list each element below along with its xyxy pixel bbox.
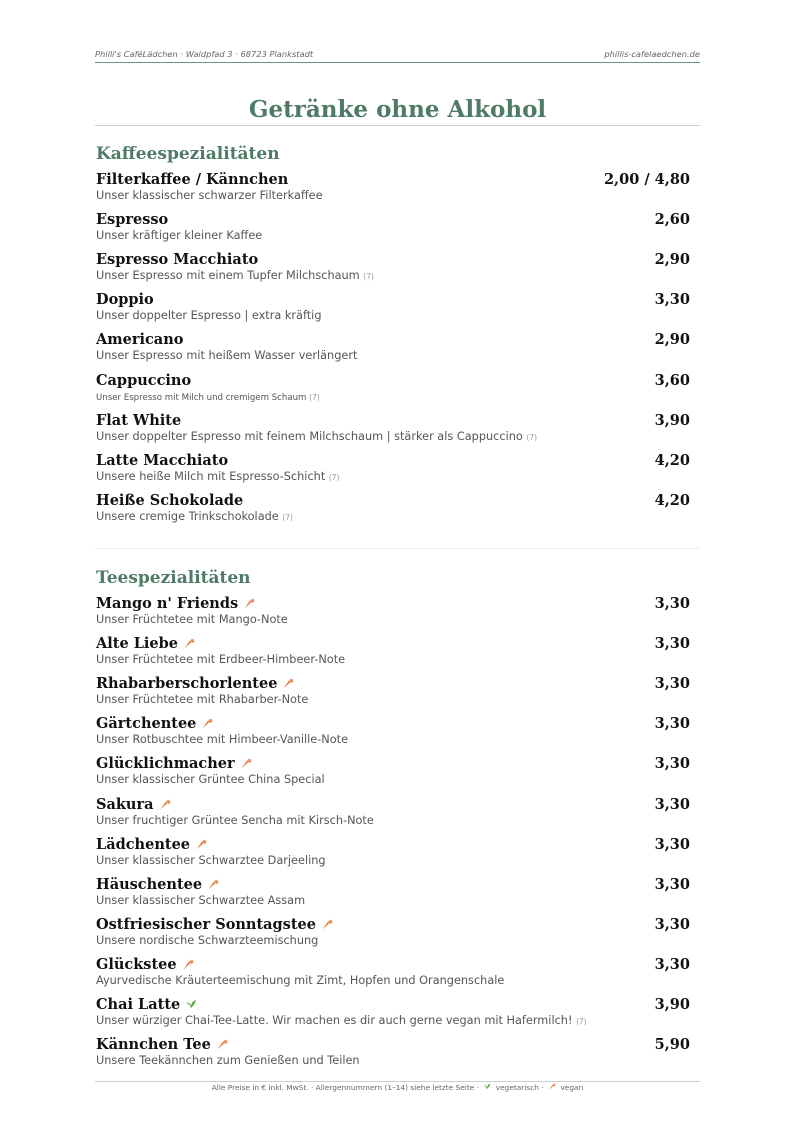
menu-item [96,291,690,329]
item-price: 4,20 [654,491,690,509]
item-description-text: Unser Espresso mit heißem Wasser verlängert [96,349,358,363]
menu-item [96,715,690,753]
item-name-text: Rhabarberschorlentee [96,675,278,693]
item-name-text: Filterkaffee / Kännchen [96,171,289,188]
item-description [96,349,357,363]
item-name-text: Mango n' Friends [96,595,239,612]
item-name-text: Lädchentee [96,835,191,853]
item-name [96,796,171,816]
item-description-text: Unsere nordische Schwarzteemischung [96,933,319,947]
item-name [96,836,207,856]
item-price: 2,00 / 4,80 [603,171,690,188]
allergen-note: (7) [309,392,320,402]
item-description [96,470,339,485]
section-divider [95,548,700,549]
item-description [96,430,537,445]
item-price: 5,90 [654,1036,690,1054]
menu-item [96,412,690,450]
item-price: 3,30 [654,875,690,893]
menu-item [96,372,690,410]
item-description-text: Unsere Teekännchen zum Genießen und Teilen [96,1054,360,1068]
item-name-text: Latte Macchiato [96,451,229,469]
page-title: Getränke ohne Alkohol [248,96,547,123]
item-name-text: Kännchen Tee [96,1036,211,1054]
item-name-text: Doppio [96,291,154,309]
item-description-text: Unser Früchtetee mit Mango-Note [96,613,288,626]
item-description [96,613,288,627]
item-name-text: Americano [96,331,184,349]
item-name [96,996,197,1016]
item-price: 3,90 [654,411,690,429]
item-name [96,412,181,430]
vegetarian-leaf-icon [483,1083,491,1094]
item-description [96,894,305,908]
allergen-note: (7) [363,272,374,282]
item-name [96,755,252,775]
item-description [96,510,293,525]
vegan-carrot-icon [321,918,333,936]
item-name-text: Espresso [96,211,169,229]
item-description-text: Unser Früchtetee mit Rhabarber-Note [96,693,309,707]
item-name [96,876,219,896]
item-description [96,854,326,868]
footer-vegan-label: vegan [560,1083,584,1092]
page-footer [95,1083,700,1094]
item-description [96,693,308,707]
item-name [96,492,243,510]
item-price: 3,30 [654,915,690,933]
footer-separator: · [541,1083,544,1092]
item-name [96,635,195,655]
item-description [96,269,374,284]
item-name-text: Sakura [96,795,154,813]
footer-note: Alle Preise in € inkl. MwSt. · Allergennummern (1–14) siehe letzte Seite · [211,1083,479,1092]
item-price: 3,90 [654,996,690,1013]
item-description [96,653,345,667]
item-description [96,773,325,787]
item-name-text: Ostfriesischer Sonntagstee [96,915,316,933]
item-description [96,229,262,243]
item-description-text: Unser kräftiger kleiner Kaffee [96,229,263,243]
item-name [96,331,183,349]
item-price: 3,30 [654,835,690,853]
menu-item [96,916,690,954]
item-price: 4,20 [654,451,690,469]
section-title-coffee: Kaffeespezialitäten [96,144,280,164]
item-price: 3,30 [654,595,690,612]
item-name [96,452,228,470]
item-description-text: Unser doppelter Espresso mit feinem Milchschaum | stärker als Cappuccino [96,429,523,443]
allergen-note: (7) [328,472,340,482]
menu-item [96,595,690,633]
item-name-text: Gärtchentee [96,715,197,733]
item-description-text: Unser klassischer Schwarztee Darjeeling [96,853,326,867]
item-description-text: Unser Espresso mit Milch und cremigem Schaum [96,392,307,403]
page-header [95,49,700,63]
menu-item [96,251,690,289]
item-price: 3,30 [654,675,690,693]
menu-item [96,956,690,994]
item-name [96,291,154,309]
footer-divider [95,1081,700,1082]
item-description-text: Unser würziger Chai-Tee-Latte. Wir machen es dir auch gerne vegan mit Hafermilch! [96,1014,573,1027]
item-description-text: Unser klassischer Schwarztee Assam [96,893,306,907]
item-price: 3,60 [654,371,690,389]
footer-vegetarian-label: vegetarisch [495,1083,539,1092]
header-website: phillis-cafelaedchen.de [604,49,700,59]
item-name-text: Häuschentee [96,875,203,893]
item-price: 3,30 [654,715,690,733]
item-description [96,391,320,405]
item-name [96,251,258,269]
item-price: 2,90 [654,251,690,269]
item-description-text: Unsere cremige Trinkschokolade [96,509,279,523]
item-name-text: Glückstee [96,955,177,973]
menu-item [96,492,690,530]
item-price: 2,90 [654,331,690,349]
menu-item [96,171,690,209]
menu-item [96,452,690,490]
item-price: 3,30 [654,755,690,773]
menu-item [96,1036,690,1074]
item-price: 3,30 [654,795,690,813]
item-name [96,916,333,936]
item-description [96,1014,587,1029]
item-name [96,956,194,976]
item-price: 3,30 [654,291,690,309]
menu-item [96,796,690,834]
item-name-text: Espresso Macchiato [96,251,259,269]
menu-item [96,675,690,713]
item-description [96,733,348,747]
item-name-text: Cappuccino [96,371,192,389]
allergen-note: (7) [526,432,538,442]
item-description-text: Unser doppelter Espresso | extra kräftig [96,309,322,323]
allergen-note: (7) [576,1017,587,1026]
menu-item [96,876,690,914]
item-description [96,974,504,988]
item-description [96,309,322,323]
menu-item [96,211,690,249]
item-description-text: Unser Früchtetee mit Erdbeer-Himbeer-Note [96,653,346,667]
header-address: Philli's CaféLädchen · Waldpfad 3 · 68723 Plankstadt [95,49,314,59]
item-name [96,372,191,390]
item-name-text: Flat White [96,411,182,429]
item-description [96,934,318,948]
item-name [96,675,294,695]
allergen-note: (7) [282,512,293,522]
title-divider [95,125,700,126]
item-name-text: Glücklichmacher [96,755,235,773]
item-name [96,171,288,189]
menu-item [96,635,690,673]
item-name-text: Heiße Schokolade [96,491,244,509]
section-title-tea: Teespezialitäten [96,568,251,588]
item-description-text: Unsere heiße Milch mit Espresso-Schicht [96,469,326,483]
menu-item [96,331,690,369]
menu-item [96,836,690,874]
item-description-text: Unser klassischer Grüntee China Special [96,773,325,787]
item-name [96,595,255,615]
item-description-text: Ayurvedische Kräuterteemischung mit Zimt, Hopfen und Orangenschale [96,973,505,987]
menu-item [96,755,690,793]
item-price: 3,30 [654,635,690,653]
item-description [96,189,323,203]
item-name [96,1036,228,1056]
item-description-text: Unser Espresso mit einem Tupfer Milchschaum [96,269,360,283]
item-description [96,814,374,828]
item-price: 2,60 [654,211,690,229]
item-name [96,715,213,735]
item-name-text: Chai Latte [96,996,181,1013]
item-name-text: Alte Liebe [96,635,179,653]
item-price: 3,30 [654,955,690,973]
vegan-carrot-icon [548,1083,556,1094]
menu-item [96,996,690,1034]
item-description-text: Unser fruchtiger Grüntee Sencha mit Kirsch-Note [96,813,374,827]
item-description-text: Unser klassischer schwarzer Filterkaffee [96,189,323,202]
item-name [96,211,168,229]
item-description-text: Unser Rotbuschtee mit Himbeer-Vanille-Note [96,733,349,747]
item-description [96,1054,360,1068]
